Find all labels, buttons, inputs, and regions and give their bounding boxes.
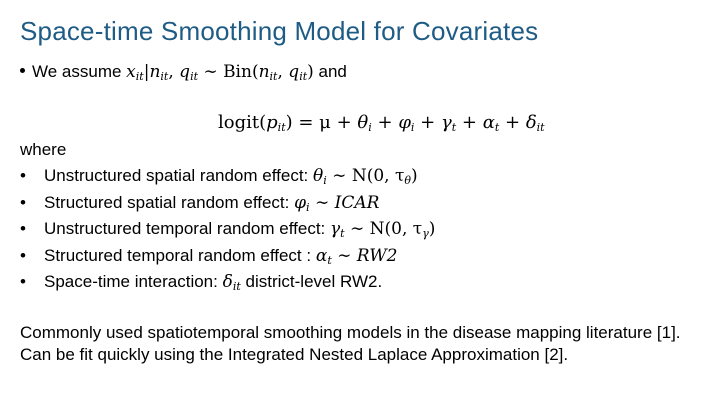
intro-n-sub: it <box>160 70 169 83</box>
eq-gamma: γ <box>440 112 452 133</box>
bullet-dist-sub: γ <box>422 227 429 240</box>
logit-equation <box>218 112 545 134</box>
intro-q: q <box>179 62 191 82</box>
intro-x: x <box>126 62 136 82</box>
eq-theta-sub: i <box>368 121 372 134</box>
bullet-label: Structured spatial random effect: <box>44 192 295 212</box>
eq-plus3: + <box>456 112 483 133</box>
intro-n: n <box>149 62 161 82</box>
intro-suffix: and <box>313 62 347 81</box>
intro-line <box>32 62 347 83</box>
eq-logit: logit( <box>218 112 267 133</box>
bullet-symbol-sub: t <box>327 253 332 267</box>
intro-close: ) <box>307 62 314 82</box>
eq-p: p <box>266 112 278 133</box>
bullet-label: Unstructured temporal random effect: <box>44 219 330 238</box>
bullet-symbol-sub: t <box>340 227 345 240</box>
list-item <box>20 193 435 220</box>
intro-prefix: We assume <box>32 62 127 81</box>
eq-p-sub: it <box>277 121 286 134</box>
list-item <box>20 246 435 273</box>
eq-delta: δ <box>525 112 537 133</box>
bullet-dist: ∼ N(0, τ <box>326 166 405 186</box>
list-item <box>20 219 435 246</box>
eq-plus1: + <box>371 112 399 133</box>
eq-gamma-sub: t <box>451 121 457 134</box>
eq-alpha-sub: t <box>494 121 500 134</box>
bullet-symbol-sub: i <box>306 200 310 214</box>
where-label: where <box>20 140 67 159</box>
bullet-symbol: φ <box>294 192 307 213</box>
effects-list <box>20 166 435 299</box>
bullet-dist: ∼ RW2 <box>331 245 398 266</box>
intro-q-sub: it <box>190 70 199 83</box>
list-item <box>20 166 435 193</box>
bullet-label: Space-time interaction: <box>44 272 223 291</box>
intro-q2: q <box>288 62 300 82</box>
bullet-dist-end: ) <box>411 166 418 186</box>
intro-q2-sub: it <box>299 70 308 83</box>
eq-phi: φ <box>398 112 411 133</box>
intro-x-sub: it <box>135 70 144 83</box>
intro-comma: , <box>168 62 180 82</box>
eq-delta-sub: it <box>536 121 545 134</box>
intro-n2: n <box>258 62 270 82</box>
eq-mu: ) = μ + <box>285 112 358 133</box>
bullet-symbol: θ <box>313 166 324 186</box>
intro-comma2: , <box>277 62 289 82</box>
intro-n2-sub: it <box>269 70 278 83</box>
slide-title: Space-time Smoothing Model for Covariates <box>20 16 539 46</box>
bullet-dist: district-level RW2. <box>240 272 383 291</box>
bullet-label: Structured temporal random effect : <box>44 245 316 265</box>
bullet-dist: ∼ N(0, τ <box>344 219 423 239</box>
bullet-dist-sub: θ <box>404 174 411 187</box>
bullet-symbol: γ <box>330 219 341 239</box>
eq-alpha: α <box>482 112 495 133</box>
eq-theta: θ <box>357 112 369 133</box>
bullet-dist-end: ) <box>428 219 436 239</box>
bullet-symbol-sub: i <box>323 174 327 187</box>
eq-plus2: + <box>414 112 441 133</box>
list-item <box>20 272 435 299</box>
eq-plus4: + <box>499 112 526 133</box>
eq-phi-sub: i <box>410 121 415 134</box>
stray-bullet <box>20 68 25 73</box>
summary-paragraph: Commonly used spatiotemporal smoothing models in the disease mapping literature [1]. Can be fit quickly using the Integrated Nested Laplace Approximation [2]. <box>20 323 681 364</box>
intro-bar: | <box>143 62 150 82</box>
bullet-symbol: δ <box>222 272 233 292</box>
bullet-label: Unstructured spatial random effect: <box>44 166 313 185</box>
bullet-symbol-sub: it <box>232 280 241 293</box>
bullet-symbol: α <box>315 245 328 266</box>
intro-bin: ∼ Bin( <box>198 62 259 82</box>
bullet-dist: ∼ ICAR <box>309 192 380 213</box>
